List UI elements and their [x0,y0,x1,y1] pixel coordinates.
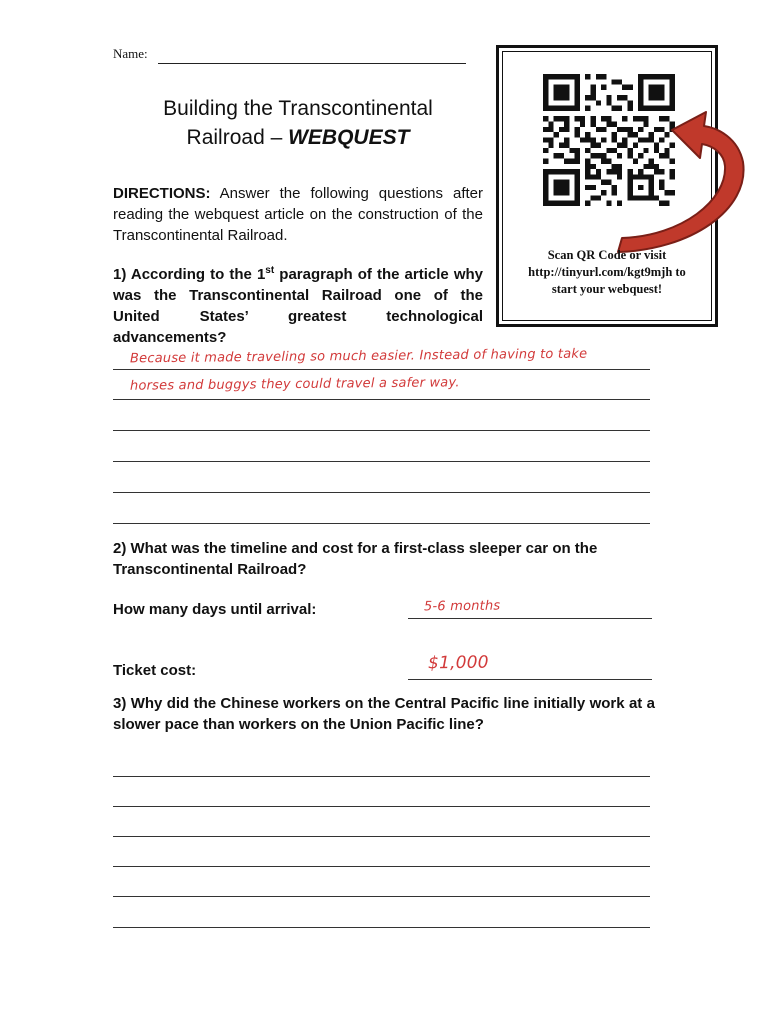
answer-line[interactable] [113,776,650,777]
title-line-2 [108,123,488,152]
directions-paragraph [113,183,483,246]
qr-instructions [505,247,709,298]
qr-url-link[interactable]: http://tinyurl.com/kgt9mjh to [528,265,686,279]
name-field-line[interactable] [158,63,466,64]
answer-line[interactable] [113,836,650,837]
answer-line[interactable] [113,927,650,928]
curved-arrow-icon [600,100,760,260]
question-3: 3) Why did the Chinese workers on the Central Pacific line initially work at a slower pace than workers on the Union Pacific line? [113,695,655,733]
qr-instructions-line-1: Scan QR Code or visit [547,248,667,262]
days-answer-line[interactable] [408,618,652,619]
cost-label: Ticket cost: [113,662,197,679]
q1-handwritten-answer-1: Because it made traveling so much easier. Instead of having to take [129,346,588,367]
page-title [108,94,488,152]
q1-text-start: 1) According to the 1 [113,266,266,283]
name-label: Name: [113,46,148,61]
answer-line[interactable] [113,866,650,867]
q1-handwritten-answer-2: horses and buggys they could travel a safer way. [129,375,460,394]
answer-line[interactable] [113,461,650,462]
days-label: How many days until arrival: [113,601,317,618]
q1-superscript: st [265,265,275,276]
directions-label: DIRECTIONS: [113,185,211,202]
title-line-1: Building the Transcontinental [163,97,433,120]
answer-line[interactable] [113,492,650,493]
cost-answer-line[interactable] [408,679,652,680]
answer-line[interactable] [113,430,650,431]
title-line-2-prefix: Railroad – [186,126,289,149]
title-webquest: WEBQUEST [288,126,410,149]
answer-line[interactable] [113,399,650,400]
answer-line[interactable] [113,523,650,524]
answer-line[interactable] [113,806,650,807]
question-2: 2) What was the timeline and cost for a first-class sleeper car on the Transcontinental Railroad? [113,540,598,578]
answer-line[interactable] [113,896,650,897]
days-handwritten-answer: 5-6 months [423,598,501,615]
directions-text: Answer the following questions after reading the webquest article on the construction of the Transcontinental Railroad. [113,185,483,244]
cost-handwritten-answer: $1,000 [427,652,489,674]
answer-line[interactable] [113,369,650,370]
question-1 [113,264,483,348]
qr-instructions-line-3: start your webquest! [551,282,663,296]
q1-text-end: paragraph of the article why was the Transcontinental Railroad one of the United States’ greatest technological advancements? [113,266,484,346]
